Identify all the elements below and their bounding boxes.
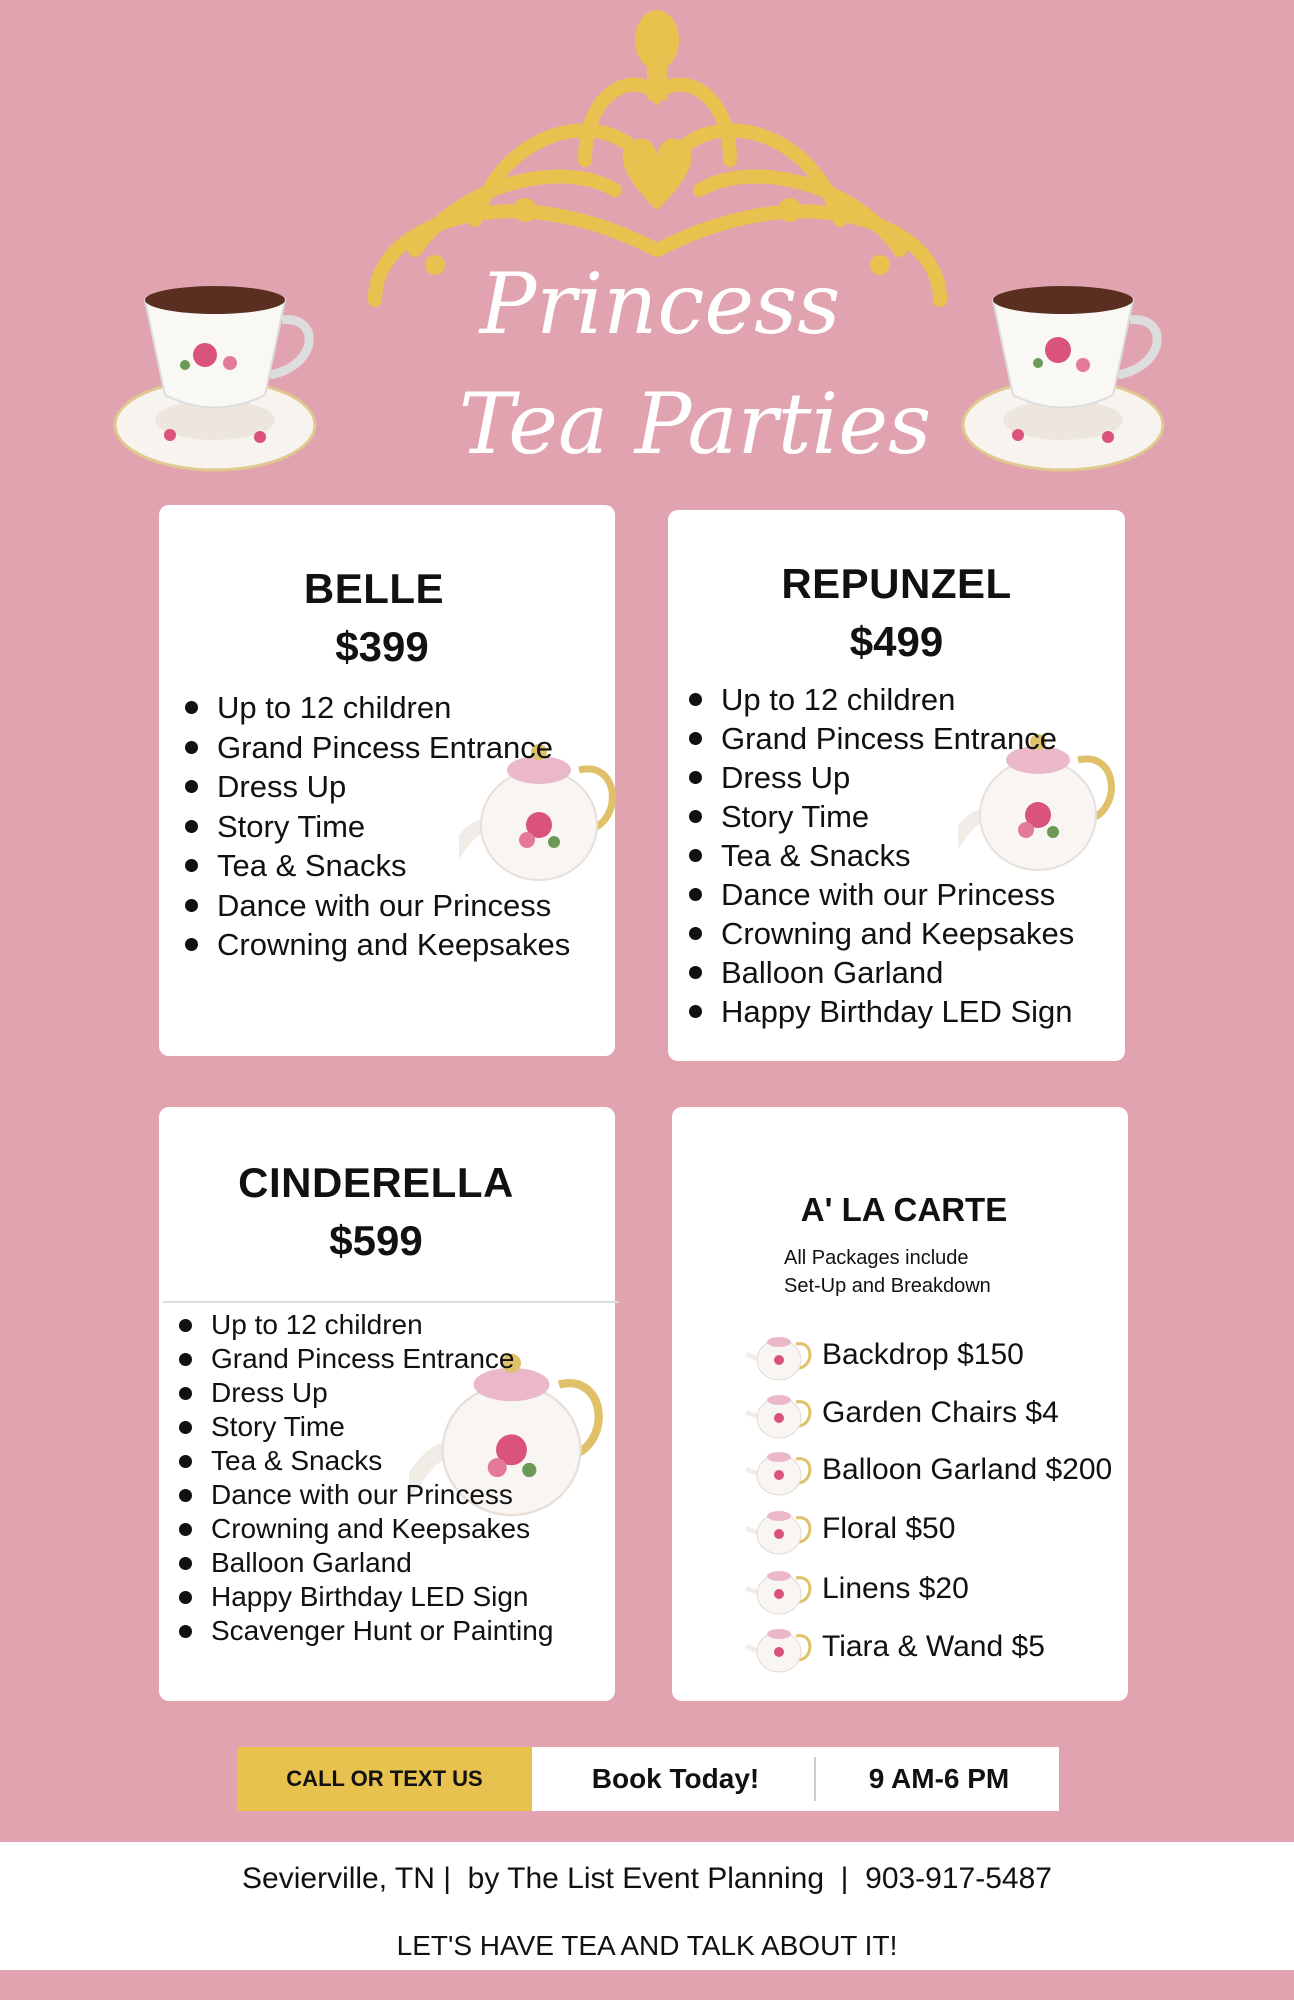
package-price: $599 bbox=[329, 1217, 423, 1264]
business-hours: 9 AM-6 PM bbox=[868, 1763, 1010, 1794]
feature-list bbox=[683, 680, 1074, 1031]
list-item: Crowning and Keepsakes bbox=[173, 1512, 553, 1546]
alacarte-note-line2: Set-Up and Breakdown bbox=[784, 1275, 991, 1297]
feature-list bbox=[179, 688, 570, 965]
list-item: Story Time bbox=[683, 797, 1074, 836]
alacarte-card bbox=[672, 1107, 1128, 1701]
package-name: REPUNZEL bbox=[781, 560, 1012, 607]
alacarte-item-label: Floral $50 bbox=[822, 1512, 956, 1545]
feature-list bbox=[173, 1308, 553, 1648]
list-item: Dance with our Princess bbox=[173, 1478, 553, 1512]
alacarte-item-label: Tiara & Wand $5 bbox=[822, 1630, 1045, 1663]
list-item: Happy Birthday LED Sign bbox=[173, 1580, 553, 1614]
list-item bbox=[744, 1388, 1144, 1438]
list-item: Story Time bbox=[173, 1410, 553, 1444]
teapot-icon bbox=[744, 1504, 814, 1556]
teapot-icon bbox=[744, 1564, 814, 1616]
list-item: Up to 12 children bbox=[179, 688, 570, 728]
call-or-text-button[interactable]: CALL OR TEXT US bbox=[237, 1747, 532, 1811]
list-item: Balloon Garland bbox=[683, 953, 1074, 992]
teacup-right-illustration bbox=[958, 285, 1173, 485]
list-item: Up to 12 children bbox=[683, 680, 1074, 719]
list-item: Grand Pincess Entrance bbox=[173, 1342, 553, 1376]
teapot-icon bbox=[744, 1622, 814, 1674]
divider bbox=[814, 1757, 816, 1801]
list-item: Dance with our Princess bbox=[179, 886, 570, 926]
list-item: Grand Pincess Entrance bbox=[683, 719, 1074, 758]
list-item: Dance with our Princess bbox=[683, 875, 1074, 914]
teacup-left-illustration bbox=[110, 285, 325, 485]
teapot-icon bbox=[744, 1330, 814, 1382]
list-item: Dress Up bbox=[683, 758, 1074, 797]
list-item: Up to 12 children bbox=[173, 1308, 553, 1342]
footer-tagline: LET'S HAVE TEA AND TALK ABOUT IT! bbox=[396, 1930, 898, 1961]
book-today-button[interactable]: Book Today! bbox=[591, 1763, 760, 1794]
alacarte-note-line1: All Packages include bbox=[784, 1247, 969, 1269]
list-item bbox=[744, 1330, 1144, 1380]
package-price: $499 bbox=[849, 618, 944, 665]
list-item bbox=[744, 1564, 1144, 1614]
divider bbox=[163, 1301, 619, 1303]
list-item: Tea & Snacks bbox=[179, 846, 570, 886]
list-item: Tea & Snacks bbox=[683, 836, 1074, 875]
teapot-icon bbox=[744, 1388, 814, 1440]
list-item: Crowning and Keepsakes bbox=[683, 914, 1074, 953]
alacarte-item-label: Balloon Garland $200 bbox=[822, 1453, 1113, 1486]
teapot-icon bbox=[744, 1445, 814, 1497]
alacarte-item-label: Linens $20 bbox=[822, 1572, 969, 1605]
list-item: Tea & Snacks bbox=[173, 1444, 553, 1478]
footer bbox=[0, 1842, 1294, 1970]
list-item: Dress Up bbox=[179, 767, 570, 807]
list-item bbox=[744, 1622, 1144, 1672]
footer-contact-line: Sevierville, TN | by The List Event Planning | 903-917-5487 bbox=[242, 1862, 1052, 1895]
alacarte-item-label: Backdrop $150 bbox=[822, 1338, 1024, 1371]
page-title-line1: Princess bbox=[479, 255, 841, 353]
package-price: $399 bbox=[335, 623, 429, 670]
package-name: CINDERELLA bbox=[238, 1159, 514, 1206]
list-item bbox=[744, 1504, 1144, 1554]
alacarte-item-label: Garden Chairs $4 bbox=[822, 1396, 1059, 1429]
cta-bar bbox=[237, 1747, 1059, 1811]
list-item: Grand Pincess Entrance bbox=[179, 728, 570, 768]
package-card-cinderella bbox=[159, 1107, 615, 1701]
list-item bbox=[744, 1445, 1144, 1495]
page-title-line2: Tea Parties bbox=[458, 375, 932, 473]
list-item: Happy Birthday LED Sign bbox=[683, 992, 1074, 1031]
alacarte-title: A' LA CARTE bbox=[800, 1191, 1008, 1228]
package-card-belle bbox=[159, 505, 615, 1056]
list-item: Crowning and Keepsakes bbox=[179, 925, 570, 965]
list-item: Balloon Garland bbox=[173, 1546, 553, 1580]
package-card-repunzel bbox=[668, 510, 1125, 1061]
package-name: BELLE bbox=[303, 565, 445, 612]
list-item: Scavenger Hunt or Painting bbox=[173, 1614, 553, 1648]
list-item: Dress Up bbox=[173, 1376, 553, 1410]
list-item: Story Time bbox=[179, 807, 570, 847]
